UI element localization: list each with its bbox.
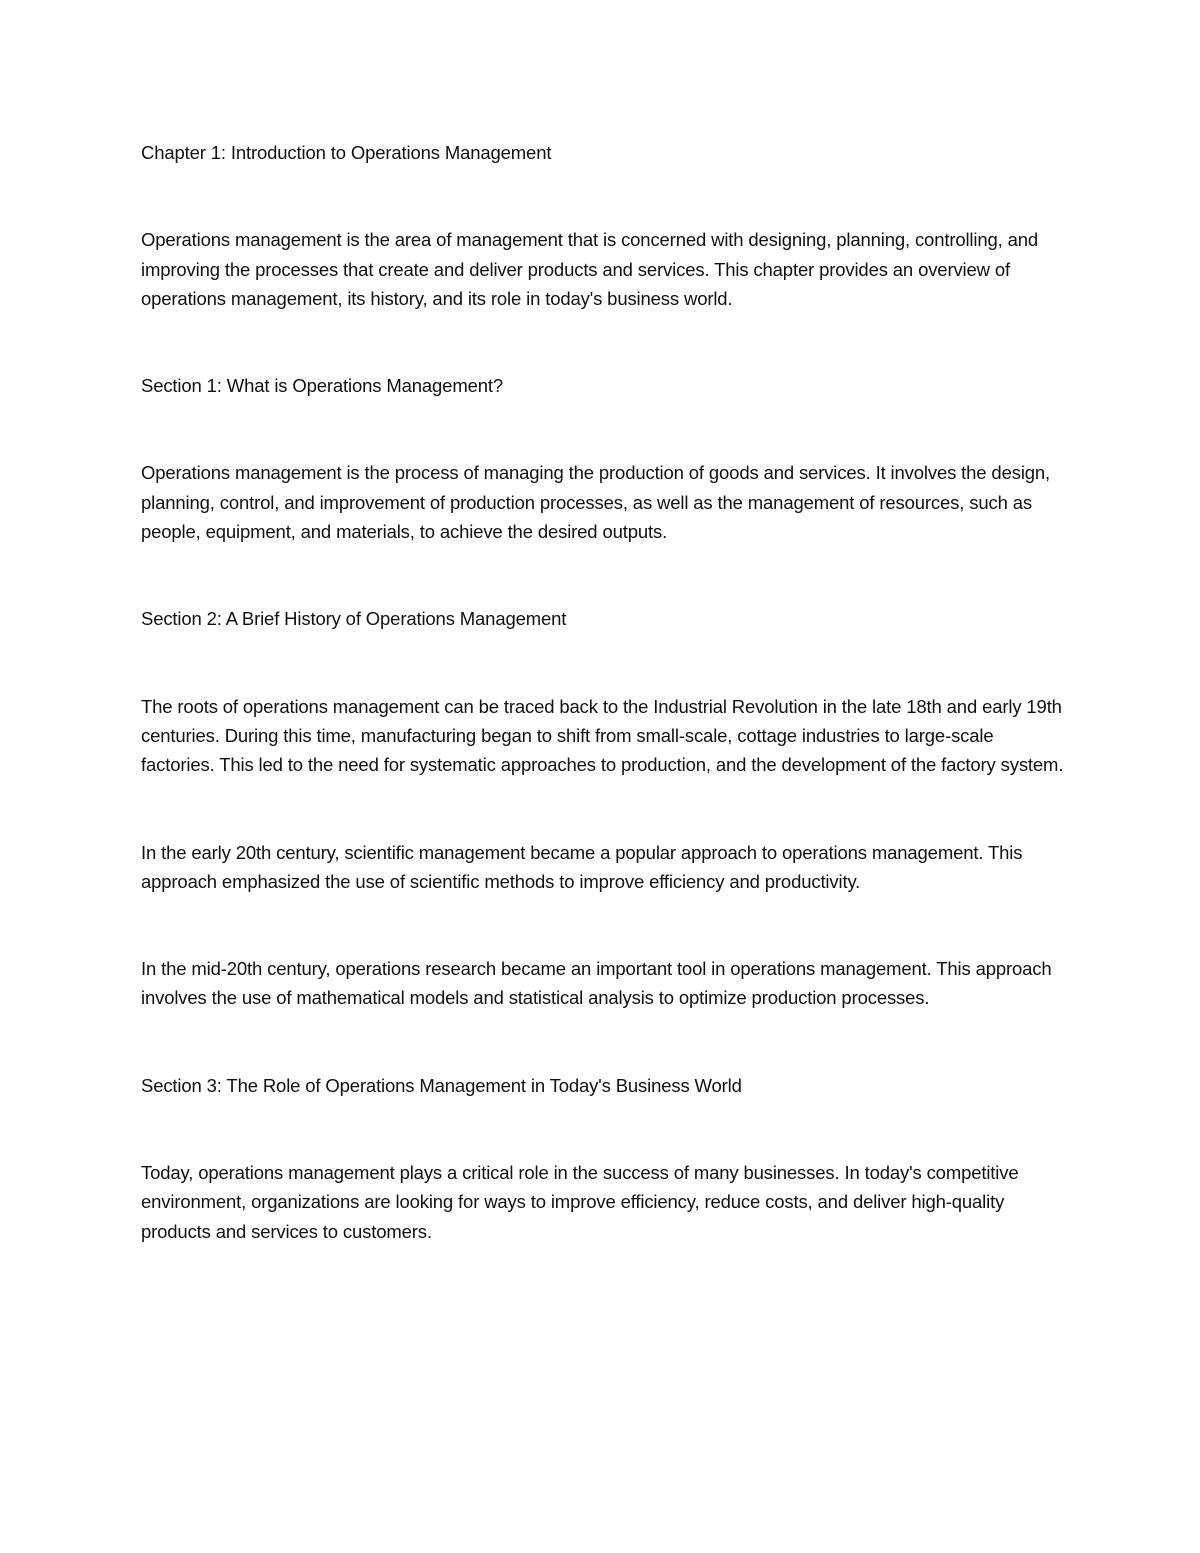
intro-paragraph: Operations management is the area of management that is concerned with designing, planning, controlling, and improving the processes that create and deliver products and services. This chapter provides an overview of operations management, its history, and its role in today's business world. [141,229,1039,309]
document-body [141,138,1066,1246]
chapter-title: Chapter 1: Introduction to Operations Management [141,142,552,163]
section-1-paragraph-1: Operations management is the process of managing the production of goods and services. It involves the design, planning, control, and improvement of production processes, as well as the management of resources, such as people, equipment, and materials, to achieve the desired outputs. [141,462,1051,543]
section-3-paragraph-1: Today, operations management plays a critical role in the success of many businesses. In today's competitive environment, organizations are looking for ways to improve efficiency, reduce costs, and deliver high-quality products and services to customers. [141,1162,1019,1242]
section-2-paragraph-2: In the early 20th century, scientific management became a popular approach to operations management. This approach emphasized the use of scientific methods to improve efficiency and productivity. [141,841,1023,892]
section-1-heading: Section 1: What is Operations Management? [141,375,503,397]
section-3-heading: Section 3: The Role of Operations Management in Today's Business World [141,1074,742,1096]
section-2-paragraph-1: The roots of operations management can be traced back to the Industrial Revolution in the late 18th and early 19th centuries. During this time, manufacturing began to shift from small-scale, cottage industries to large-scale factories. This led to the need for systematic approaches to production, and the development of the factory system. [141,695,1064,776]
section-2-paragraph-3: In the mid-20th century, operations research became an important tool in operations management. This approach involves the use of mathematical models and statistical analysis to optimize production processes. [141,958,1052,1009]
section-2-heading: Section 2: A Brief History of Operations Management [141,608,567,630]
